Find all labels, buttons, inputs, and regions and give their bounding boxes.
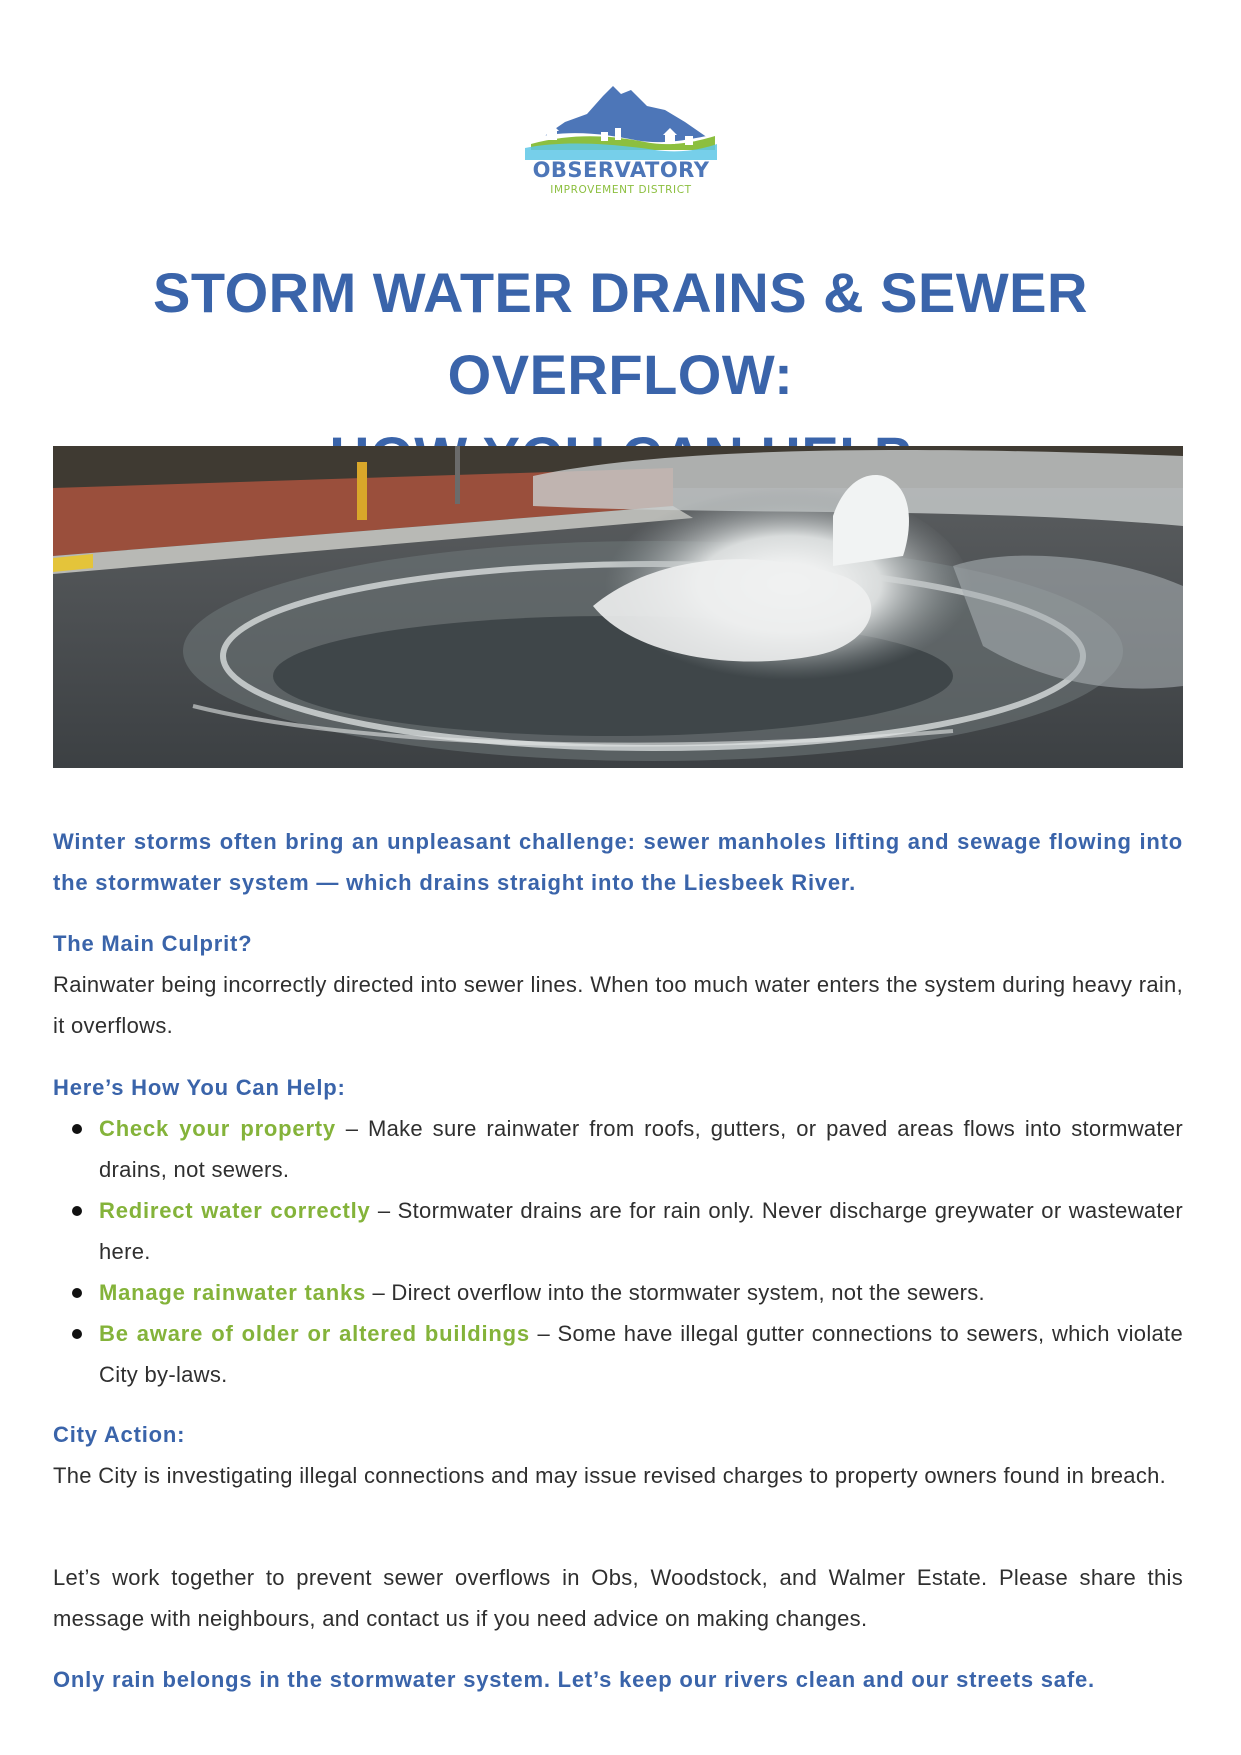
list-item-text: – Make sure rainwater from roofs, gutters, or paved areas flows into stormwater drains, not sewers. bbox=[99, 1116, 1183, 1182]
list-item-lead: Be aware of older or altered buildings bbox=[99, 1321, 530, 1346]
bullet-icon bbox=[72, 1288, 82, 1298]
closing-paragraph: Let’s work together to prevent sewer overflows in Obs, Woodstock, and Walmer Estate. Please share this message with neighbours, and contact us if you need advice on making changes. bbox=[53, 1565, 1183, 1631]
list-item bbox=[53, 1108, 1183, 1190]
logo-name: OBSERVATORY bbox=[532, 158, 710, 182]
list-item-text: – Direct overflow into the stormwater system, not the sewers. bbox=[366, 1280, 985, 1305]
list-item bbox=[53, 1313, 1183, 1395]
intro-paragraph: Winter storms often bring an unpleasant challenge: sewer manholes lifting and sewage flowing into the stormwater system — which drains straight into the Liesbeek River. bbox=[53, 829, 1183, 895]
city-action-heading: City Action: bbox=[53, 1422, 186, 1447]
list-item-text: – Stormwater drains are for rain only. Never discharge greywater or wastewater here. bbox=[99, 1198, 1183, 1264]
list-item bbox=[53, 1190, 1183, 1272]
city-action-text: The City is investigating illegal connections and may issue revised charges to property owners found in breach. bbox=[53, 1463, 1167, 1488]
mountain-logo-icon bbox=[525, 84, 717, 160]
bullet-icon bbox=[72, 1329, 82, 1339]
list-item-lead: Check your property bbox=[99, 1116, 336, 1141]
flooded-manhole-photo-icon bbox=[53, 446, 1183, 768]
oid-logo bbox=[525, 84, 717, 200]
culprit-heading: The Main Culprit? bbox=[53, 931, 253, 956]
list-item-lead: Redirect water correctly bbox=[99, 1198, 371, 1223]
list-item-text: – Some have illegal gutter connections to sewers, which violate City by-laws. bbox=[99, 1321, 1183, 1387]
culprit-text: Rainwater being incorrectly directed into sewer lines. When too much water enters the system during heavy rain, it overflows. bbox=[53, 972, 1183, 1038]
list-item bbox=[53, 1272, 1183, 1313]
title-line-1: STORM WATER DRAINS & SEWER OVERFLOW: bbox=[153, 261, 1088, 406]
hero-photo bbox=[53, 446, 1183, 768]
final-message: Only rain belongs in the stormwater system. Let’s keep our rivers clean and our streets safe. bbox=[53, 1667, 1095, 1692]
list-item-lead: Manage rainwater tanks bbox=[99, 1280, 367, 1305]
bullet-icon bbox=[72, 1206, 82, 1216]
help-list bbox=[53, 1108, 1183, 1395]
bullet-icon bbox=[72, 1124, 82, 1134]
logo-subtitle: IMPROVEMENT DISTRICT bbox=[550, 184, 692, 196]
help-heading: Here’s How You Can Help: bbox=[53, 1075, 346, 1100]
